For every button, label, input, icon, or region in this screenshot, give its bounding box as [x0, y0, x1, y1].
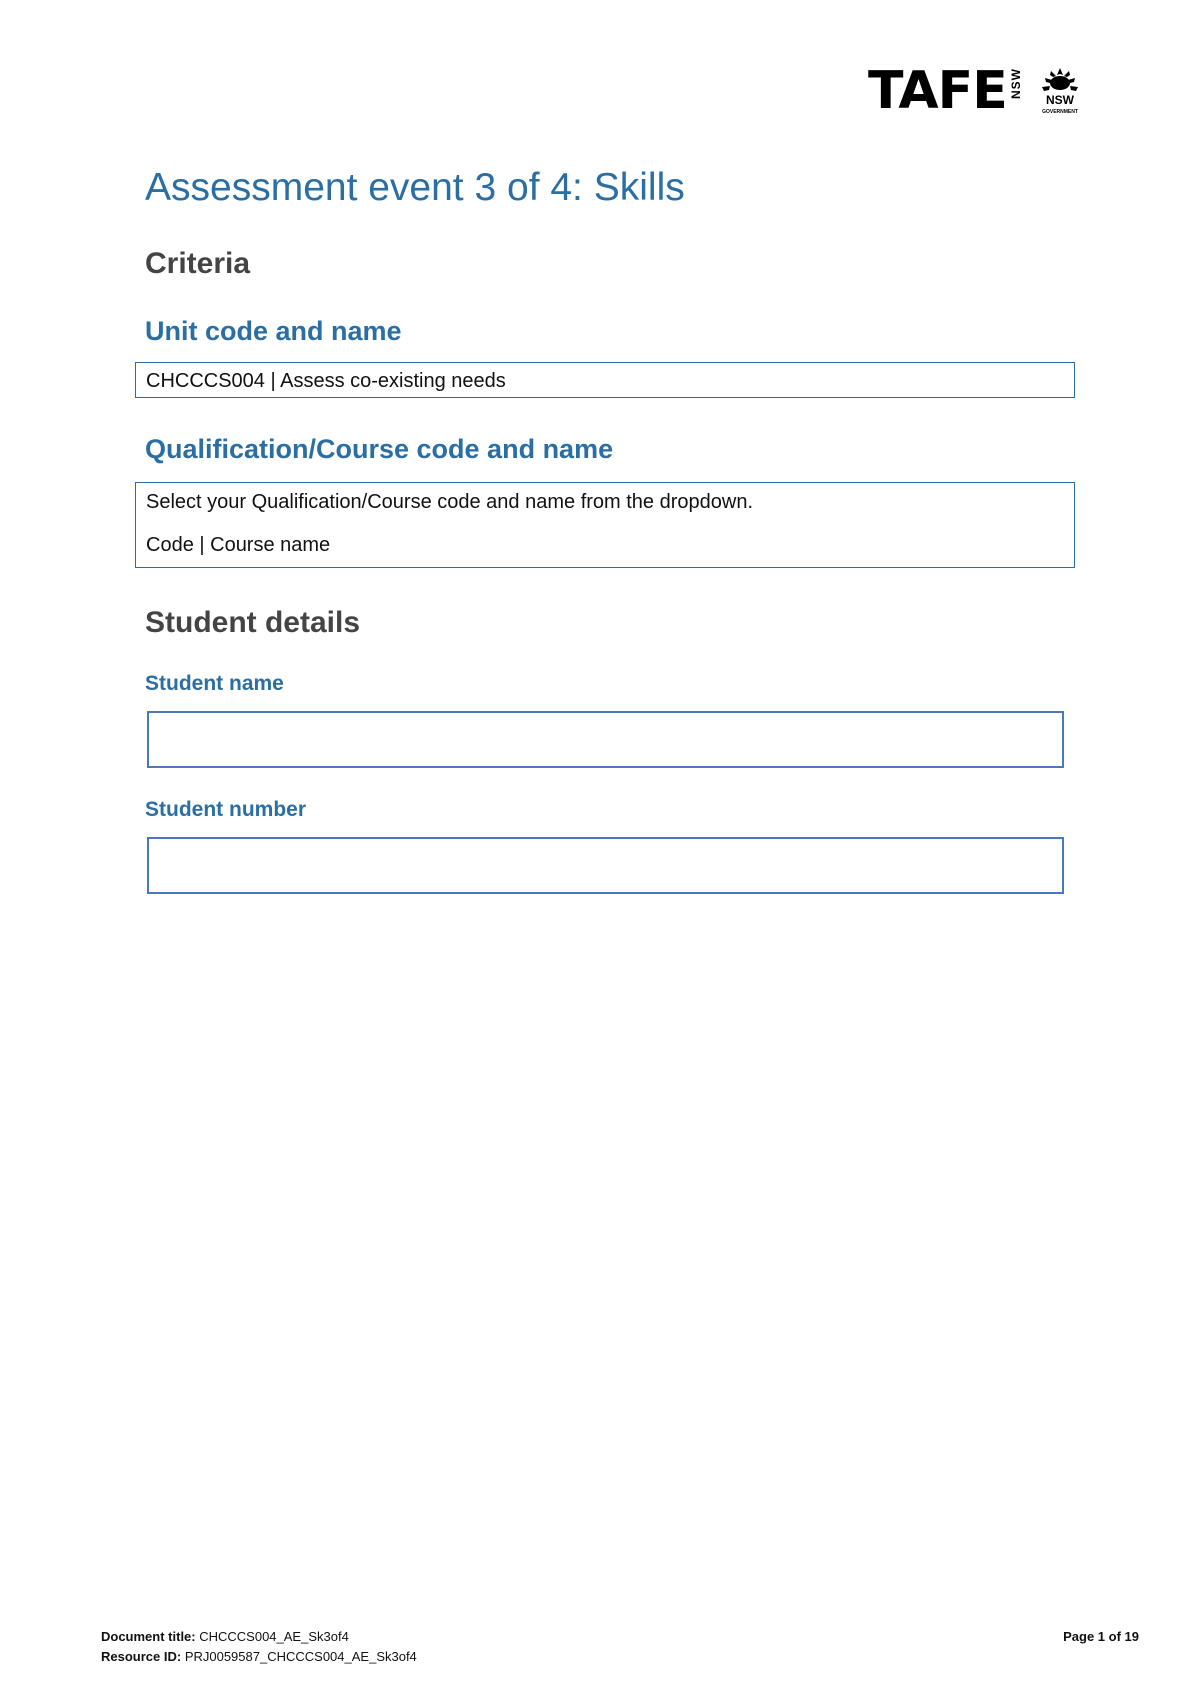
student-name-label: Student name: [145, 672, 284, 695]
student-number-input[interactable]: [147, 837, 1064, 894]
page-title: Assessment event 3 of 4: Skills: [145, 166, 685, 209]
unit-code-value: CHCCCS004 | Assess co-existing needs: [146, 370, 506, 392]
document-title-line: Document title: CHCCCS004_AE_Sk3of4: [101, 1629, 349, 1644]
nsw-gov-subtext: GOVERNMENT: [1041, 109, 1078, 115]
unit-code-heading: Unit code and name: [145, 316, 402, 346]
qualification-instruction: Select your Qualification/Course code and name from the dropdown.: [146, 491, 754, 513]
qualification-heading: Qualification/Course code and name: [145, 434, 614, 464]
tafe-nsw-side-text: NSW: [1008, 68, 1023, 99]
page-number: Page 1 of 19: [1063, 1629, 1139, 1644]
document-footer-info: [101, 1627, 417, 1667]
nsw-government-waratah-icon: [1039, 66, 1081, 116]
student-number-label: Student number: [145, 798, 306, 821]
qualification-field[interactable]: [135, 482, 1075, 568]
qualification-dropdown[interactable]: Code | Course name: [146, 534, 331, 556]
criteria-heading: Criteria: [145, 247, 251, 280]
nsw-gov-text: NSW: [1045, 93, 1074, 107]
tafe-nsw-logo: [868, 61, 1081, 121]
student-details-heading: Student details: [145, 606, 361, 639]
student-name-input[interactable]: [147, 711, 1064, 768]
unit-code-field[interactable]: [135, 362, 1075, 398]
resource-id-line: Resource ID: PRJ0059587_CHCCCS004_AE_Sk3of4: [101, 1649, 417, 1664]
tafe-wordmark: TAFE: [868, 61, 1007, 121]
